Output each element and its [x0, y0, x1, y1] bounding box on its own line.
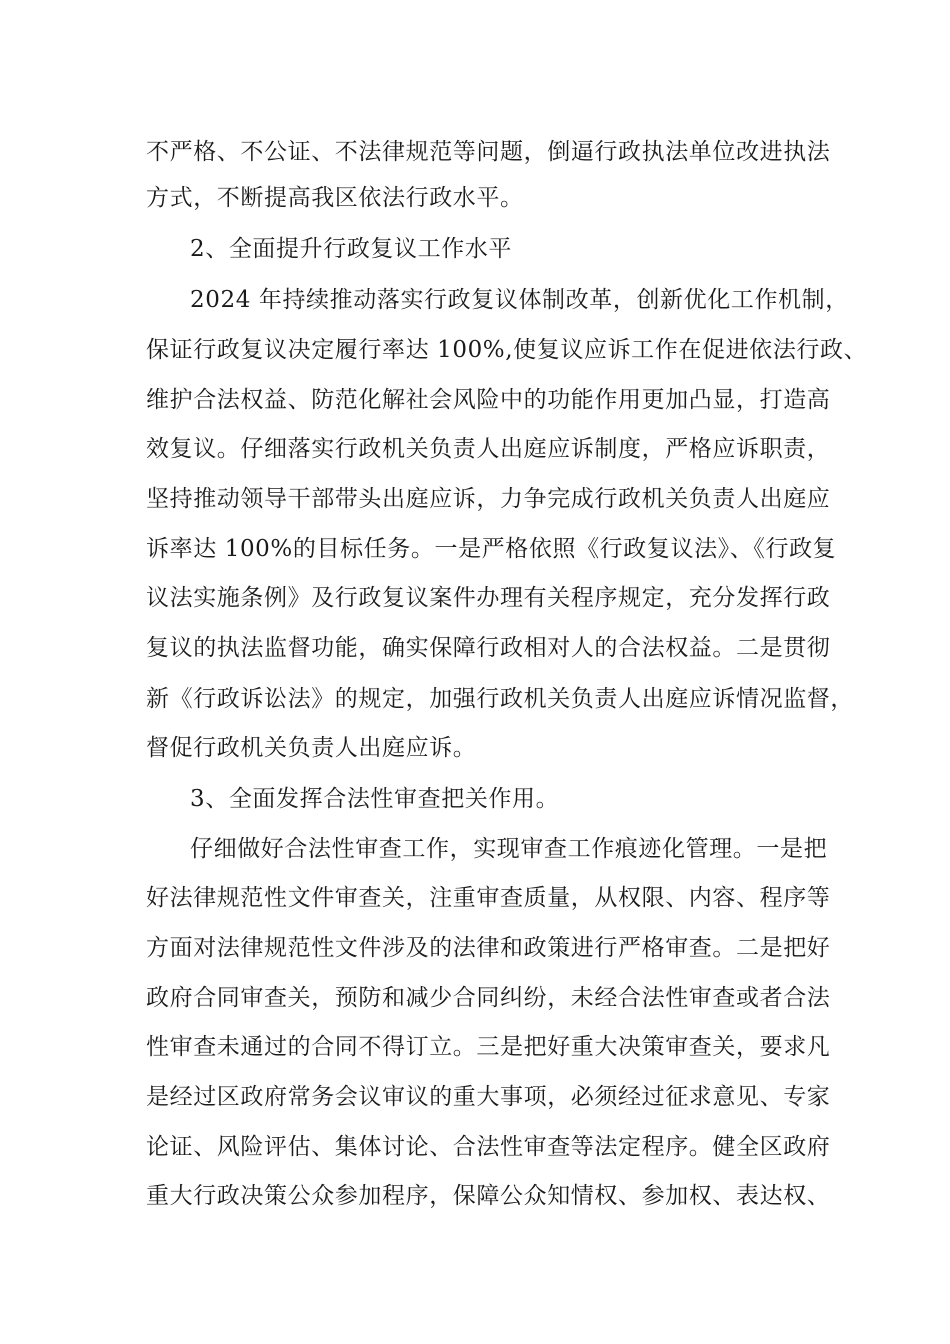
paragraph-line: 性审查未通过的合同不得订立。三是把好重大决策审查关，要求凡	[146, 1034, 831, 1060]
paragraph-line: 督促行政机关负责人出庭应诉。	[146, 735, 477, 761]
paragraph-line: 政府合同审查关，预防和减少合同纠纷，未经合法性审查或者合法	[146, 985, 831, 1011]
section-heading: 3、全面发挥合法性审查把关作用。	[190, 786, 560, 812]
paragraph-line: 不严格、不公证、不法律规范等问题，倒逼行政执法单位改进执法	[146, 139, 831, 165]
paragraph-line: 维护合法权益、防范化解社会风险中的功能作用更加凸显，打造高	[146, 387, 831, 413]
paragraph-line: 新《行政诉讼法》的规定，加强行政机关负责人出庭应诉情况监督，	[146, 686, 854, 712]
paragraph-line: 效复议。仔细落实行政机关负责人出庭应诉制度，严格应诉职责，	[146, 436, 831, 462]
paragraph-line: 论证、风险评估、集体讨论、合法性审查等法定程序。健全区政府	[146, 1134, 831, 1160]
paragraph-line: 仔细做好合法性审查工作，实现审查工作痕迹化管理。一是把	[190, 836, 828, 862]
paragraph-line: 议法实施条例》及行政复议案件办理有关程序规定，充分发挥行政	[146, 585, 831, 611]
paragraph-line: 复议的执法监督功能，确实保障行政相对人的合法权益。二是贯彻	[146, 635, 831, 661]
paragraph-line: 好法律规范性文件审查关，注重审查质量，从权限、内容、程序等	[146, 885, 831, 911]
paragraph-line: 方面对法律规范性文件涉及的法律和政策进行严格审查。二是把好	[146, 935, 831, 961]
paragraph-line: 坚持推动领导干部带头出庭应诉，力争完成行政机关负责人出庭应	[146, 486, 831, 512]
paragraph-line: 保证行政复议决定履行率达 100%,使复议应诉工作在促进依法行政、	[146, 337, 868, 363]
paragraph-line: 方式，不断提高我区依法行政水平。	[146, 185, 524, 211]
paragraph-line: 是经过区政府常务会议审议的重大事项，必须经过征求意见、专家	[146, 1084, 831, 1110]
section-heading: 2、全面提升行政复议工作水平	[190, 236, 513, 262]
paragraph-line: 2024 年持续推动落实行政复议体制改革，创新优化工作机制，	[190, 287, 849, 313]
paragraph-line: 重大行政决策公众参加程序，保障公众知情权、参加权、表达权、	[146, 1183, 831, 1209]
paragraph-line: 诉率达 100%的目标任务。一是严格依照《行政复议法》、《行政复	[146, 536, 837, 562]
